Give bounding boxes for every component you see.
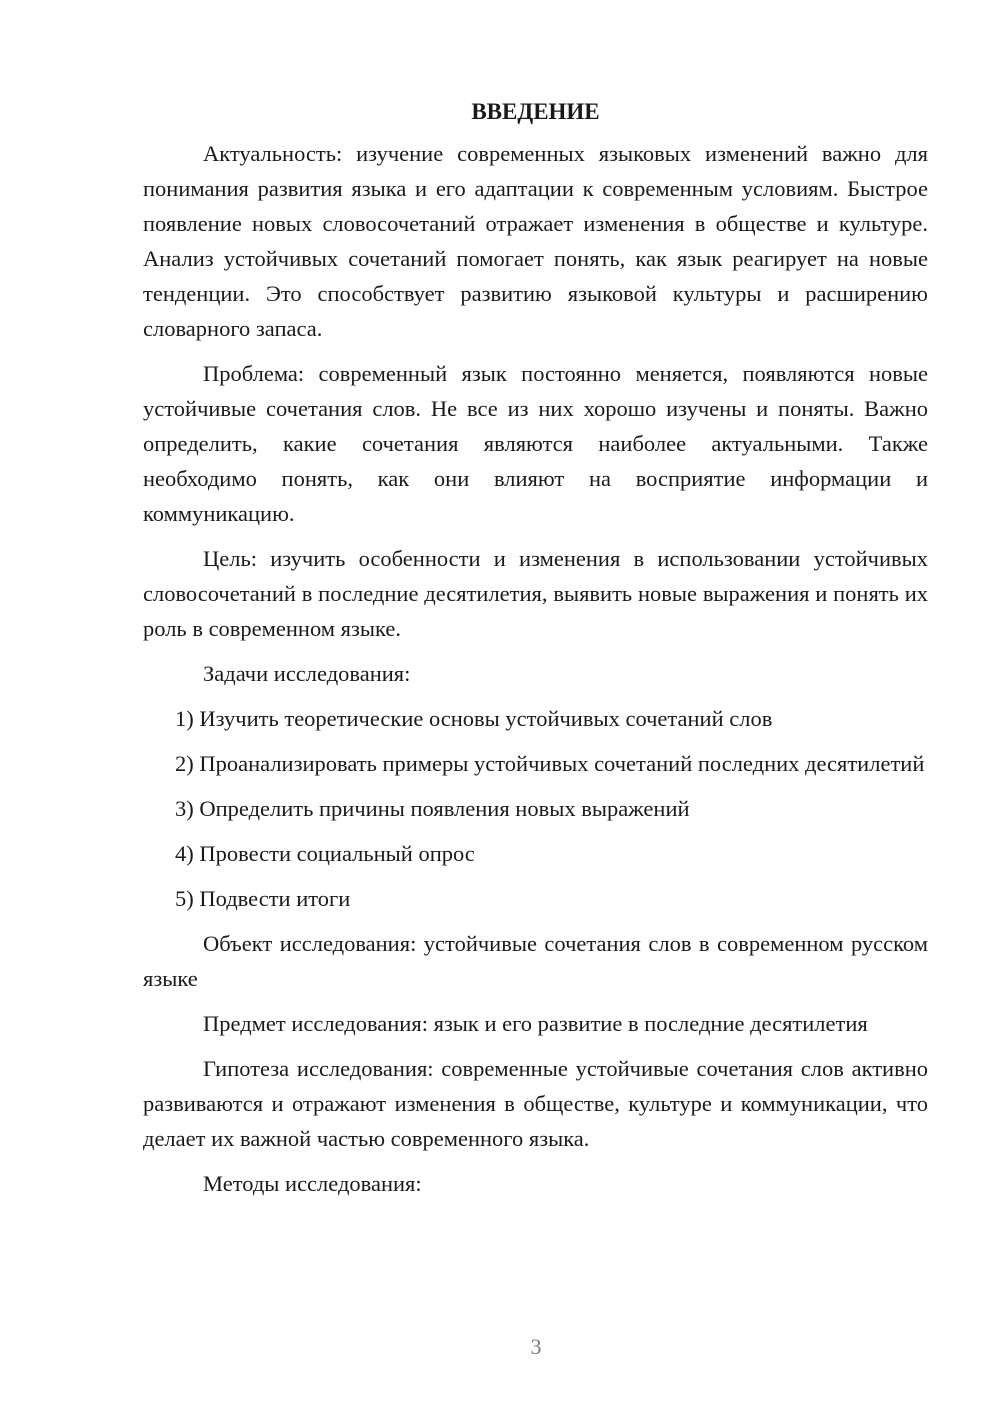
task-item-1: 1) Изучить теоретические основы устойчивых сочетаний слов [175, 706, 773, 731]
paragraph-methods-heading: Методы исследования: [203, 1171, 422, 1196]
paragraph-goal: Цель: изучить особенности и изменения в использовании устойчивых словосочетаний в последние десятилетия, выявить новые выражения и понять их роль в современном языке. [143, 546, 928, 641]
paragraph-tasks-heading: Задачи исследования: [203, 661, 411, 686]
paragraph-object: Объект исследования: устойчивые сочетания слов в современном русском языке [143, 931, 928, 991]
paragraph-subject: Предмет исследования: язык и его развитие в последние десятилетия [203, 1011, 868, 1036]
task-item-5: 5) Подвести итоги [175, 886, 351, 911]
page-number: 3 [530, 1334, 542, 1359]
page-content [143, 94, 928, 1211]
task-item-4: 4) Провести социальный опрос [175, 841, 475, 866]
task-item-2: 2) Проанализировать примеры устойчивых сочетаний последних десятилетий [175, 751, 925, 776]
paragraph-problem: Проблема: современный язык постоянно меняется, появляются новые устойчивые сочетания слов. Не все из них хорошо изучены и поняты. Важно определить, какие сочетания являются наиболее актуальными. Также необходимо понять, как они влияют на восприятие информации и коммуникацию. [143, 361, 928, 526]
paragraph-hypothesis: Гипотеза исследования: современные устойчивые сочетания слов активно развиваются и отражают изменения в обществе, культуре и коммуникации, что делает их важной частью современного языка. [143, 1056, 928, 1151]
section-title: ВВЕДЕНИЕ [471, 99, 600, 124]
task-item-3: 3) Определить причины появления новых выражений [175, 796, 690, 821]
paragraph-relevance: Актуальность: изучение современных языковых изменений важно для понимания развития языка и его адаптации к современным условиям. Быстрое появление новых словосочетаний отражает изменения в обществе и культуре. Анализ устойчивых сочетаний помогает понять, как язык реагирует на новые тенденции. Это способствует развитию языковой культуры и расширению словарного запаса. [143, 141, 928, 341]
